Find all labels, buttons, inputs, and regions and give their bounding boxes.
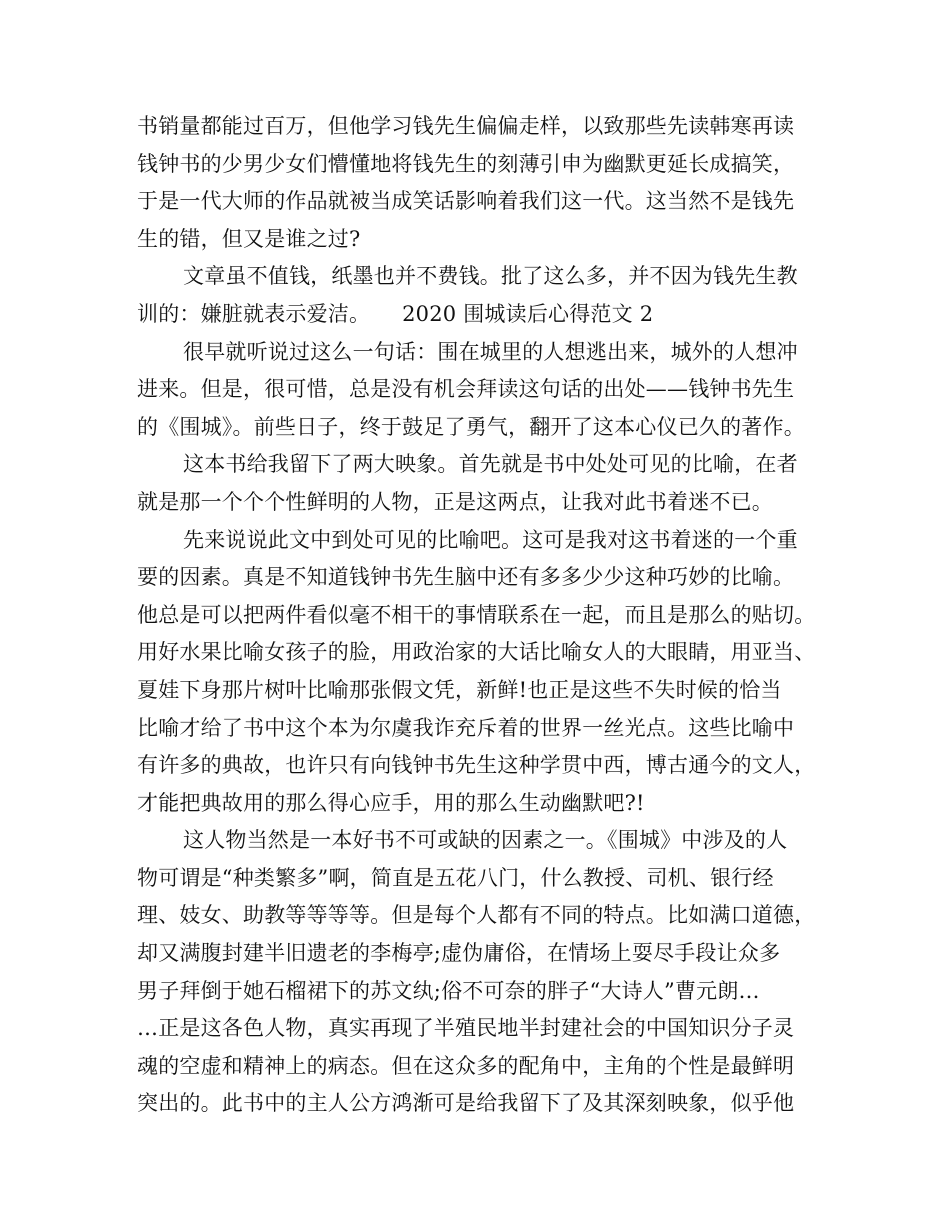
text-line: 却又满腹封建半旧遗老的李梅亭;虚伪庸俗，在情场上耍尽手段让众多 — [137, 941, 781, 966]
text-line: 突出的。此书中的主人公方鸿渐可是给我留下了及其深刻映象，似乎他 — [137, 1091, 795, 1116]
text-line: 用好水果比喻女孩子的脸，用政治家的大话比喻女人的大眼睛，用亚当、 — [137, 640, 816, 665]
text-line: 魂的空虚和精神上的病态。但在这众多的配角中，主角的个性是最鲜明 — [137, 1053, 795, 1078]
text-line: 理、妓女、助教等等等等。但是每个人都有不同的特点。比如满口道德， — [137, 903, 816, 928]
text-line: 先来说说此文中到处可见的比喻吧。这可是我对这书着迷的一个重 — [183, 527, 798, 552]
text-line: …正是这各色人物，真实再现了半殖民地半封建社会的中国知识分子灵 — [137, 1016, 795, 1041]
text-line: 物可谓是“种类繁多”啊，简直是五花八门，什么教授、司机、银行经 — [137, 865, 774, 890]
text-line: 男子拜倒于她石榴裙下的苏文纨;俗不可奈的胖子“大诗人”曹元朗… — [137, 978, 760, 1003]
text-line: 比喻才给了书中这个本为尔虞我诈充斥着的世界一丝光点。这些比喻中 — [137, 715, 795, 740]
text-line: 进来。但是，很可惜，总是没有机会拜读这句话的出处——钱钟书先生 — [137, 377, 795, 402]
text-line: 有许多的典故，也许只有向钱钟书先生这种学贯中西，博古通今的文人， — [137, 753, 816, 778]
text-line: 夏娃下身那片树叶比喻那张假文凭，新鲜!也正是这些不失时候的恰当 — [137, 677, 782, 702]
text-line: 才能把典故用的那么得心应手，用的那么生动幽默吧?! — [137, 790, 645, 815]
text-line: 文章虽不值钱，纸墨也并不费钱。批了这么多，并不因为钱先生教 — [183, 264, 798, 289]
essay-body — [137, 108, 827, 1123]
text-line: 训的：嫌脏就表示爱洁。 2020 围城读后心得范文 2 — [137, 301, 654, 326]
text-line: 要的因素。真是不知道钱钟书先生脑中还有多多少少这种巧妙的比喻。 — [137, 565, 795, 590]
text-line: 就是那一个个个性鲜明的人物，正是这两点，让我对此书着迷不已。 — [137, 489, 773, 514]
text-line: 生的错，但又是谁之过? — [137, 226, 361, 251]
text-line: 这人物当然是一本好书不可或缺的因素之一。《围城》中涉及的人 — [183, 828, 788, 853]
text-line: 钱钟书的少男少女们懵懂地将钱先生的刻薄引申为幽默更延长成搞笑， — [137, 151, 795, 176]
text-line: 很早就听说过这么一句话：围在城里的人想逃出来，城外的人想冲 — [183, 339, 798, 364]
text-line: 这本书给我留下了两大映象。首先就是书中处处可见的比喻，在者 — [183, 452, 798, 477]
text-line: 他总是可以把两件看似毫不相干的事情联系在一起，而且是那么的贴切。 — [137, 602, 816, 627]
text-line: 书销量都能过百万，但他学习钱先生偏偏走样，以致那些先读韩寒再读 — [137, 114, 795, 138]
text-line: 的《围城》。前些日子，终于鼓足了勇气，翻开了这本心仪已久的著作。 — [137, 414, 805, 439]
text-line: 于是一代大师的作品就被当成笑话影响着我们这一代。这当然不是钱先 — [137, 189, 795, 214]
